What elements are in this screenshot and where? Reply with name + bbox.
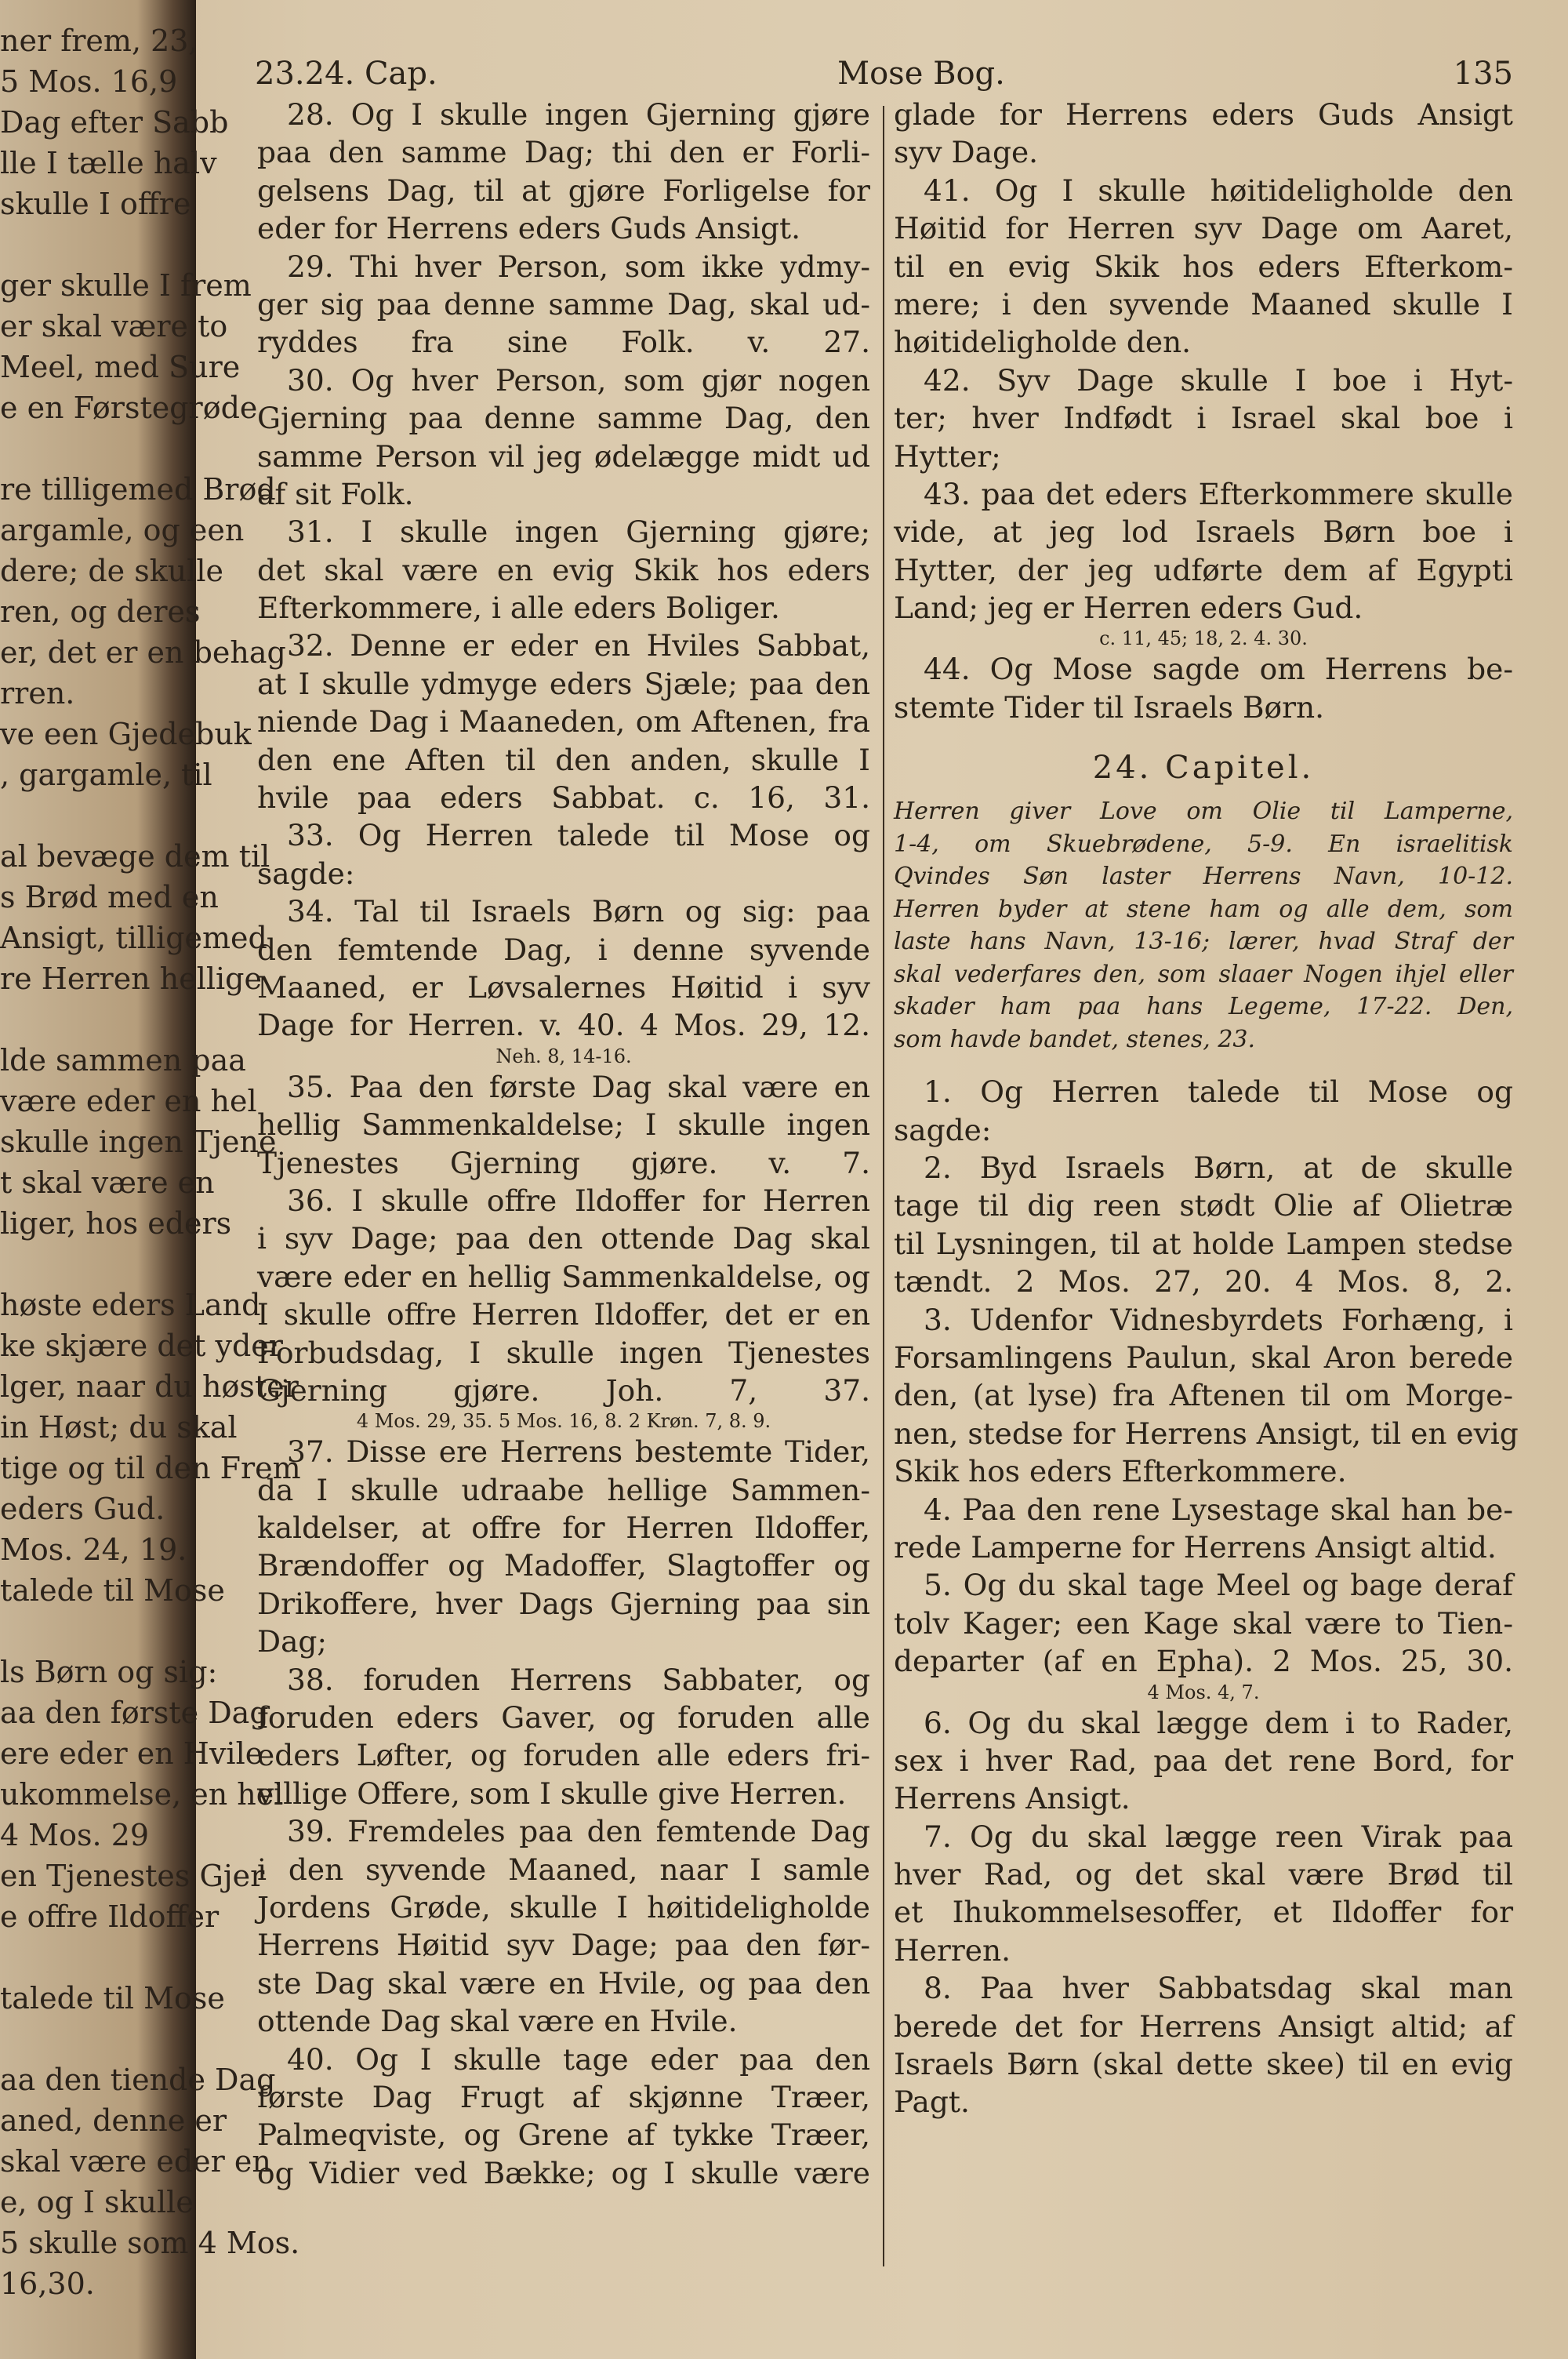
text-line: tændt. 2 Mos. 27, 20. 4 Mos. 8, 2. [894,1264,1513,1299]
left-column [257,96,870,2192]
text-line: Forsamlingens Paulun, skal Aron berede [894,1339,1513,1375]
spacer [894,1056,1513,1073]
verse-start-line: 36. I skulle offre Ildoffer for Herren [287,1183,870,1218]
text-line: eder for Herrens eders Guds Ansigt. [257,211,801,246]
text-line: ottende Dag skal være en Hvile. [257,2004,738,2039]
chapter-heading: 24. Capitel. [1092,750,1315,787]
chapter-summary-line: Qvindes Søn laster Herrens Navn, 10-12. [894,863,1513,891]
text-line: glade for Herrens eders Guds Ansigt [894,97,1513,132]
left-page-fragment: høste eders Land [0,1288,261,1322]
text-line: Drikoffere, hver Dags Gjerning paa sin [257,1586,870,1621]
text-line: Hytter; [894,438,1001,474]
text-line: Israels Børn (skal dette skee) til en evig [894,2047,1513,2082]
text-line: Gjerning paa denne samme Dag, den [257,401,870,436]
left-page-fragment: skulle I offre [0,187,191,221]
text-line: til Lysningen, til at holde Lampen stedse [894,1226,1513,1261]
left-page-fragment: , gargamle, til [0,758,212,792]
verse-start-line: 7. Og du skal lægge reen Virak paa [924,1819,1513,1854]
chapter-summary-line: Herren byder at stene ham og alle dem, som [894,895,1513,923]
text-line: berede det for Herrens Ansigt altid; af [894,2008,1513,2044]
left-page-fragment: 4 Mos. 29 [0,1818,150,1852]
text-line: sagde: [257,856,355,891]
left-page-fragment: ger skulle I frem [0,268,252,303]
text-line: Høitid for Herren syv Dage om Aaret, [894,211,1513,246]
left-page-edge [0,0,301,2359]
text-line: niende Dag i Maaneden, om Aftenen, fra [257,704,870,740]
left-page-fragment: e, og I skulle [0,2185,194,2219]
left-page-fragment: er, det er en behag [0,635,286,670]
left-page-fragment: in Høst; du skal [0,1410,238,1445]
text-line: Gjerning gjøre. Joh. 7, 37. [257,1372,870,1408]
right-column [894,96,1519,2121]
left-page-fragment: ukommelse, en hel [0,1777,284,1812]
text-line: Land; jeg er Herren eders Gud. [894,591,1363,626]
chapter-summary-line: Herren giver Love om Olie til Lamperne, [894,798,1513,826]
verse-start-line: 44. Og Mose sagde om Herrens be- [924,652,1513,687]
text-line: stemte Tider til Israels Børn. [894,689,1325,725]
left-page-fragment: t skal være en [0,1165,215,1200]
left-page-fragment: talede til Mose [0,1981,225,2016]
left-page-fragment: e en Førstegrøde [0,391,258,425]
text-line: gelsens Dag, til at gjøre Forligelse for [257,173,870,208]
left-page-fragment: rren. [0,676,75,711]
left-page-fragment: lde sammen paa [0,1043,246,1078]
verse-start-line: 30. Og hver Person, som gjør nogen [287,362,870,398]
verse-start-line: 40. Og I skulle tage eder paa den [287,2041,870,2077]
text-line: Efterkommere, i alle eders Boliger. [257,591,780,626]
text-line: tolv Kager; een Kage skal være to Tien- [894,1605,1513,1641]
left-page-fragment: lle I tælle halv [0,146,217,180]
verse-start-line: 8. Paa hver Sabbatsdag skal man [924,1971,1513,2006]
left-page-fragment: dere; de skulle [0,554,224,588]
left-page-fragment: lger, naar du høster [0,1369,299,1404]
text-line: i syv Dage; paa den ottende Dag skal [257,1221,870,1256]
header-chapter: 23.24. Cap. [255,56,437,92]
left-page-fragment: 16,30. [0,2266,95,2301]
text-line: da I skulle udraabe hellige Sammen- [257,1472,870,1507]
chapter-summary-line: som havde bandet, stenes, 23. [894,1025,1256,1053]
text-line: ger sig paa denne samme Dag, skal ud- [257,286,870,322]
left-page-fragment: er skal være to [0,309,228,343]
text-line: at I skulle ydmyge eders Sjæle; paa den [257,666,870,701]
left-page-fragment: ls Børn og sig: [0,1655,218,1689]
verse-start-line: 5. Og du skal tage Meel og bage deraf [924,1568,1513,1603]
text-line: af sit Folk. [257,476,414,511]
chapter-summary-line: skal vederfares den, som slaaer Nogen ihjel eller [894,960,1513,988]
left-page-fragment: al bevæge dem til [0,839,270,874]
text-line: kaldelser, at offre for Herren Ildoffer, [257,1510,870,1546]
text-line: paa den samme Dag; thi den er Forli- [257,135,870,170]
text-line: Herrens Ansigt. [894,1781,1131,1816]
text-line: det skal være en evig Skik hos eders [257,552,870,587]
text-line: Forbudsdag, I skulle ingen Tjenestes [257,1335,870,1370]
text-line: vide, at jeg lod Israels Børn boe i [894,514,1513,550]
page-number: 135 [1453,56,1513,92]
header-book-title: Mose Bog. [837,56,1005,92]
left-page-fragment: aa den første Dag [0,1696,269,1730]
verse-start-line: 4. Paa den rene Lysestage skal han be- [924,1492,1513,1527]
text-line: Dag; [257,1624,328,1659]
verse-start-line: 1. Og Herren talede til Mose og [924,1074,1513,1110]
left-page-fragment: Mos. 24, 19. [0,1532,187,1567]
left-page-fragment: 5 skulle som 4 Mos. [0,2226,300,2260]
text-line: nen, stedse for Herrens Ansigt, til en evig [894,1416,1519,1451]
cross-reference: Neh. 8, 14-16. [495,1045,632,1067]
verse-start-line: 41. Og I skulle høitideligholde den [924,173,1513,208]
text-line: den ene Aften til den anden, skulle I [257,742,870,777]
text-line: hellig Sammenkaldelse; I skulle ingen [257,1107,870,1143]
left-page-fragment: re Herren hellige [0,961,262,996]
text-line: og Vidier ved Bække; og I skulle være [257,2155,870,2190]
text-line: Pagt. [894,2085,970,2120]
left-page-fragment: være eder en hel [0,1084,257,1118]
text-line: Hytter, der jeg udførte dem af Egypti [894,552,1513,587]
chapter-summary-line: skader ham paa hans Legeme, 17-22. Den, [894,993,1513,1021]
verse-start-line: 29. Thi hver Person, som ikke ydmy- [287,249,870,284]
left-page-fragment: Dag efter Sabb [0,105,229,140]
text-line: Jordens Grøde, skulle I høitideligholde [257,1889,870,1925]
column-divider [883,106,884,2266]
verse-start-line: 32. Denne er eder en Hviles Sabbat, [287,628,870,663]
verse-start-line: 35. Paa den første Dag skal være en [287,1069,870,1104]
text-line: ryddes fra sine Folk. v. 27. [257,325,870,360]
verse-start-line: 37. Disse ere Herrens bestemte Tider, [287,1434,870,1470]
text-line: tage til dig reen stødt Olie af Olietræ [894,1188,1513,1223]
text-line: Herrens Høitid syv Dage; paa den før- [257,1928,870,1963]
left-page-fragment: argamle, og een [0,513,245,547]
left-page-fragment: Meel, med Sure [0,350,241,384]
left-page-fragment: ner frem, 23, [0,24,198,58]
left-page-fragment: re tilligemed Brød [0,472,276,507]
verse-start-line: 31. I skulle ingen Gjerning gjøre; [287,514,870,550]
text-line: et Ihukommelsesoffer, et Ildoffer for [894,1895,1513,1930]
verse-start-line: 34. Tal til Israels Børn og sig: paa [287,894,870,929]
text-line: Dage for Herren. v. 40. 4 Mos. 29, 12. [257,1008,870,1043]
left-page-fragment: en Tjenestes Gjer [0,1859,265,1893]
text-line: Herren. [894,1932,1011,1968]
chapter-summary-line: laste hans Navn, 13-16; lærer, hvad Straf der [894,928,1513,956]
text-line: syv Dage. [894,135,1039,170]
chapter-summary-line: 1-4, om Skuebrødene, 5-9. En israelitisk [894,830,1513,858]
left-page-fragment: aa den tiende Dag [0,2063,276,2097]
left-page-fragment: ve een Gjedebuk [0,717,252,751]
text-line: Skik hos eders Efterkommere. [894,1454,1347,1489]
text-line: sagde: [894,1112,992,1147]
text-line: I skulle offre Herren Ildoffer, det er en [257,1297,870,1332]
verse-start-line: 6. Og du skal lægge dem i to Rader, [924,1705,1513,1740]
text-line: Maaned, er Løvsalernes Høitid i syv [257,969,870,1005]
left-page-fragment: aned, denne er [0,2103,227,2138]
text-line: den femtende Dag, i denne syvende [257,932,870,967]
text-line: til en evig Skik hos eders Efterkom- [894,249,1513,284]
text-line: første Dag Frugt af skjønne Træer, [257,2079,870,2114]
left-page-fragment: eders Gud. [0,1492,165,1526]
left-page-fragment: ren, og deres [0,594,201,629]
text-line: eders Løfter, og foruden alle eders fri- [257,1738,870,1773]
text-line: villige Offere, som I skulle give Herren. [257,1776,847,1811]
left-page-fragment: s Brød med en [0,880,219,914]
text-line: ste Dag skal være en Hvile, og paa den [257,1965,870,2001]
left-page-fragment: tige og til den Frem [0,1451,301,1485]
text-line: i den syvende Maaned, naar I samle [257,1852,870,1887]
left-page-fragment: ere eder en Hvile [0,1736,263,1771]
text-line: hvile paa eders Sabbat. c. 16, 31. [257,780,870,816]
cross-reference: 4 Mos. 4, 7. [1147,1681,1260,1703]
text-line: rede Lamperne for Herrens Ansigt altid. [894,1529,1497,1565]
text-line: høitideligholde den. [894,325,1192,360]
text-line: den, (at lyse) fra Aftenen til om Morge- [894,1378,1513,1413]
text-line: være eder en hellig Sammenkaldelse, og [257,1259,870,1294]
left-page-fragment: Ansigt, tilligemed [0,921,267,955]
text-line: ter; hver Indfødt i Israel skal boe i [894,401,1513,436]
verse-start-line: 2. Byd Israels Børn, at de skulle [924,1150,1513,1186]
left-page-fragment: 5 Mos. 16,9 [0,64,178,99]
verse-start-line: 42. Syv Dage skulle I boe i Hyt- [924,362,1513,398]
text-line: departer (af en Epha). 2 Mos. 25, 30. [894,1644,1513,1679]
verse-start-line: 28. Og I skulle ingen Gjerning gjøre [287,97,870,132]
left-page-fragment: ke skjære det yder [0,1329,283,1363]
left-page-fragment: liger, hos eders [0,1206,232,1241]
text-line: Tjenestes Gjerning gjøre. v. 7. [257,1145,870,1180]
verse-start-line: 33. Og Herren talede til Mose og [287,818,870,853]
text-line: mere; i den syvende Maaned skulle I [894,286,1513,322]
text-line: foruden eders Gaver, og foruden alle [257,1700,870,1736]
text-line: samme Person vil jeg ødelægge midt ud [257,438,870,474]
text-line: hver Rad, og det skal være Brød til [894,1857,1513,1892]
left-page-fragment: skal være eder en [0,2144,271,2179]
verse-start-line: 43. paa det eders Efterkommere skulle [924,476,1513,511]
text-line: sex i hver Rad, paa det rene Bord, for [894,1743,1513,1778]
verse-start-line: 38. foruden Herrens Sabbater, og [287,1662,870,1697]
left-page-fragment: e offre Ildoffer [0,1899,220,1934]
cross-reference: 4 Mos. 29, 35. 5 Mos. 16, 8. 2 Krøn. 7, 8. 9. [356,1410,771,1433]
text-line: Brændoffer og Madoffer, Slagtoffer og [257,1548,870,1583]
cross-reference: c. 11, 45; 18, 2. 4. 30. [1099,627,1308,650]
verse-start-line: 3. Udenfor Vidnesbyrdets Forhæng, i [924,1302,1513,1337]
page-header [255,50,1513,97]
left-page-fragment: skulle ingen Tjene [0,1125,277,1159]
text-line: Palmeqviste, og Grene af tykke Træer, [257,2117,870,2153]
verse-start-line: 39. Fremdeles paa den femtende Dag [287,1814,870,1849]
left-page-fragment: talede til Mose [0,1573,225,1608]
